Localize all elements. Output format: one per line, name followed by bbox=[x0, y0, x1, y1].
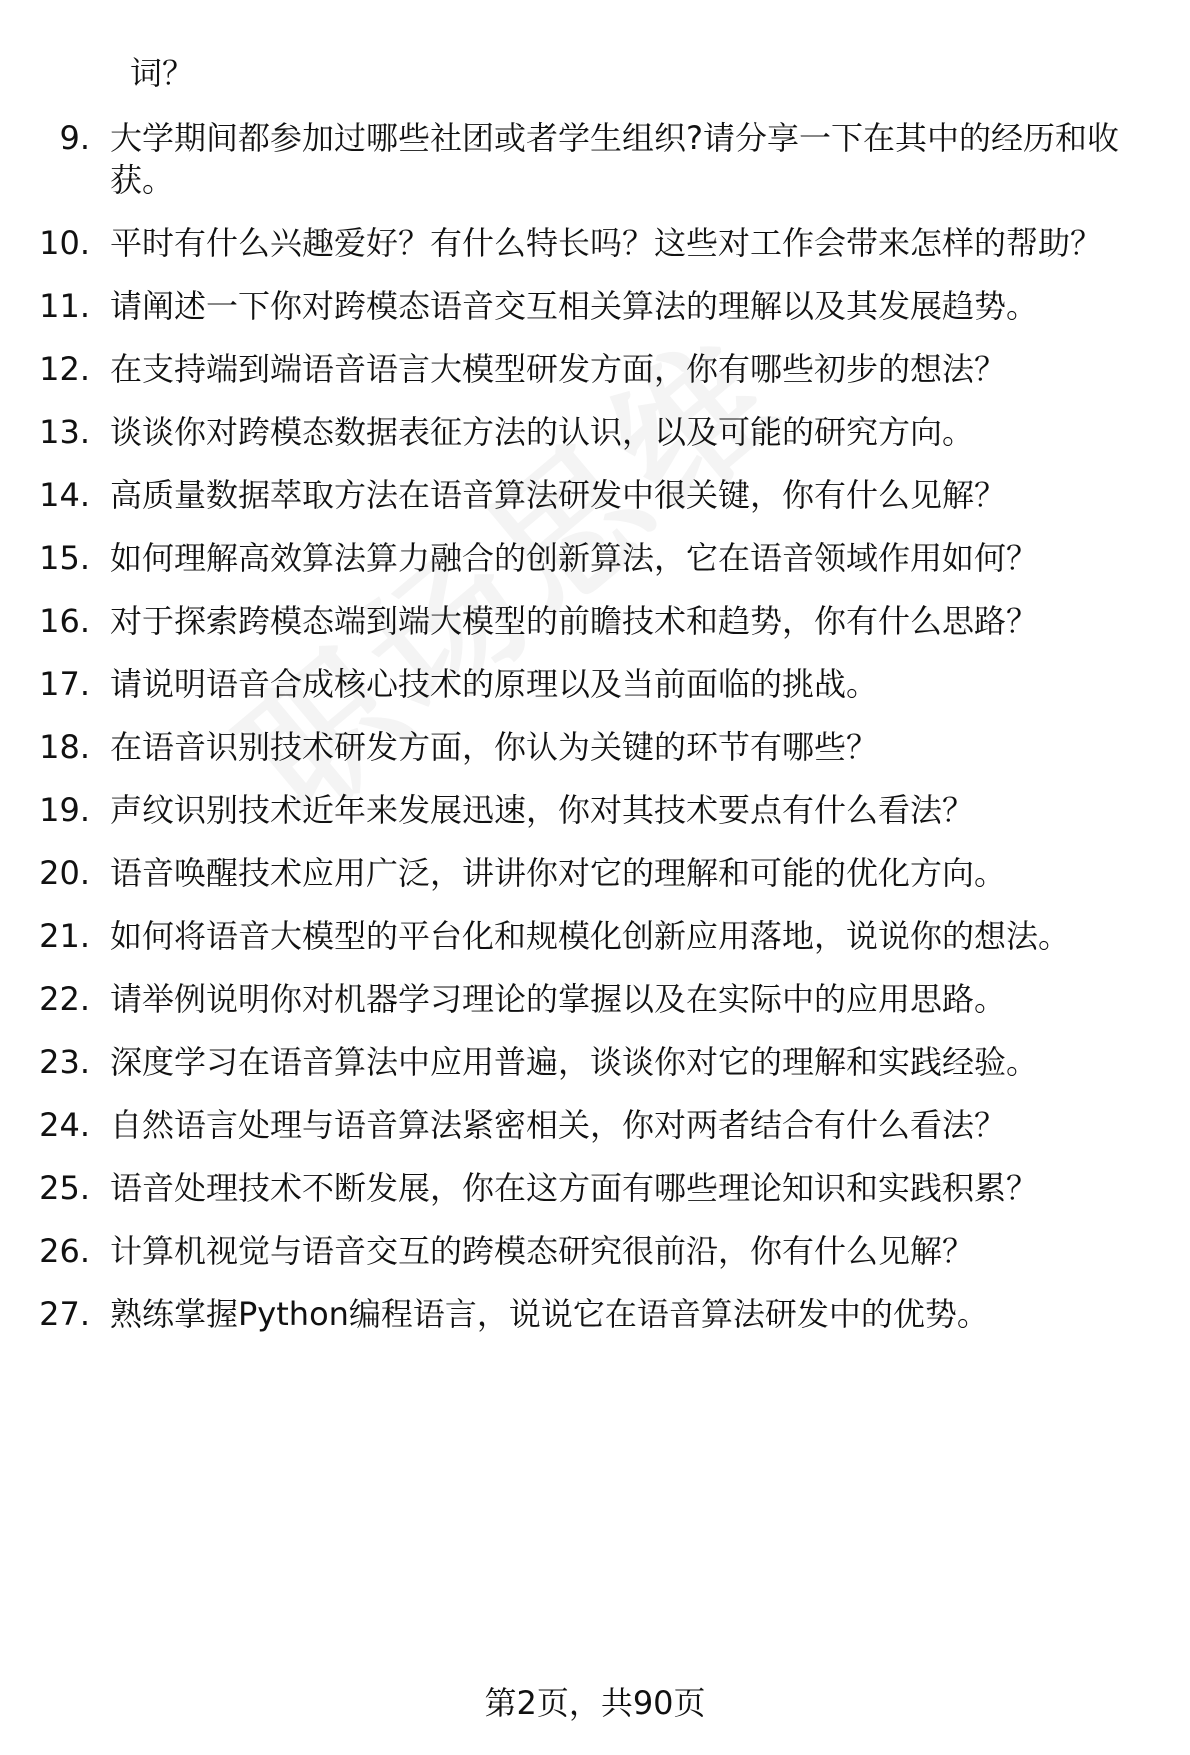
question-item bbox=[0, 348, 1190, 390]
question-text: 在支持端到端语音语言大模型研发方面，你有哪些初步的想法？ bbox=[110, 350, 1007, 388]
question-number: 16. bbox=[39, 602, 90, 640]
question-text: 对于探索跨模态端到端大模型的前瞻技术和趋势，你有什么思路？ bbox=[110, 602, 1039, 640]
question-item bbox=[0, 117, 1190, 201]
question-text: 计算机视觉与语音交互的跨模态研究很前沿，你有什么见解？ bbox=[110, 1232, 975, 1270]
question-item bbox=[0, 537, 1190, 579]
question-number: 23. bbox=[39, 1043, 90, 1081]
question-text: 自然语言处理与语音算法紧密相关，你对两者结合有什么看法？ bbox=[110, 1106, 1007, 1144]
question-item bbox=[0, 915, 1190, 957]
question-text: 请举例说明你对机器学习理论的掌握以及在实际中的应用思路。 bbox=[110, 980, 1007, 1018]
question-item bbox=[0, 1104, 1190, 1146]
continuation-text: 词？ bbox=[130, 54, 195, 92]
question-item bbox=[0, 474, 1190, 516]
question-number: 14. bbox=[39, 476, 90, 514]
question-text: 谈谈你对跨模态数据表征方法的认识，以及可能的研究方向。 bbox=[110, 413, 975, 451]
question-number: 10. bbox=[39, 224, 90, 262]
question-number: 13. bbox=[39, 413, 90, 451]
question-number: 12. bbox=[39, 350, 90, 388]
question-number: 15. bbox=[39, 539, 90, 577]
question-item bbox=[0, 726, 1190, 768]
question-number: 9. bbox=[59, 119, 90, 157]
question-text: 请说明语音合成核心技术的原理以及当前面临的挑战。 bbox=[110, 665, 879, 703]
page-footer: 第2页，共90页 bbox=[484, 1684, 706, 1722]
question-text: 语音唤醒技术应用广泛，讲讲你对它的理解和可能的优化方向。 bbox=[110, 854, 1007, 892]
question-number: 11. bbox=[39, 287, 90, 325]
question-number: 19. bbox=[39, 791, 90, 829]
question-item bbox=[0, 411, 1190, 453]
question-text: 请阐述一下你对跨模态语音交互相关算法的理解以及其发展趋势。 bbox=[110, 287, 1039, 325]
question-item bbox=[0, 1041, 1190, 1083]
question-number: 27. bbox=[39, 1295, 90, 1333]
question-text: 语音处理技术不断发展，你在这方面有哪些理论知识和实践积累？ bbox=[110, 1169, 1039, 1207]
question-item bbox=[0, 285, 1190, 327]
question-text: 高质量数据萃取方法在语音算法研发中很关键，你有什么见解？ bbox=[110, 476, 1007, 514]
question-number: 17. bbox=[39, 665, 90, 703]
question-text: 平时有什么兴趣爱好？有什么特长吗？这些对工作会带来怎样的帮助？ bbox=[110, 224, 1103, 262]
question-item bbox=[0, 1230, 1190, 1272]
question-number: 20. bbox=[39, 854, 90, 892]
question-text: 大学期间都参加过哪些社团或者学生组织?请分享一下在其中的经历和收获。 bbox=[110, 119, 1119, 199]
question-text: 在语音识别技术研发方面，你认为关键的环节有哪些？ bbox=[110, 728, 879, 766]
question-item bbox=[0, 222, 1190, 264]
question-item bbox=[0, 663, 1190, 705]
question-item bbox=[0, 789, 1190, 831]
question-text: 如何将语音大模型的平台化和规模化创新应用落地，说说你的想法。 bbox=[110, 917, 1071, 955]
question-number: 25. bbox=[39, 1169, 90, 1207]
question-text: 熟练掌握Python编程语言，说说它在语音算法研发中的优势。 bbox=[110, 1295, 989, 1333]
question-text: 声纹识别技术近年来发展迅速，你对其技术要点有什么看法？ bbox=[110, 791, 975, 829]
question-text: 如何理解高效算法算力融合的创新算法，它在语音领域作用如何？ bbox=[110, 539, 1039, 577]
question-item bbox=[0, 978, 1190, 1020]
question-number: 18. bbox=[39, 728, 90, 766]
question-item bbox=[0, 1167, 1190, 1209]
question-number: 22. bbox=[39, 980, 90, 1018]
question-item bbox=[0, 1293, 1190, 1335]
question-item bbox=[0, 600, 1190, 642]
question-text: 深度学习在语音算法中应用普遍，谈谈你对它的理解和实践经验。 bbox=[110, 1043, 1039, 1081]
question-number: 21. bbox=[39, 917, 90, 955]
question-number: 26. bbox=[39, 1232, 90, 1270]
question-list bbox=[0, 117, 1190, 1356]
question-item bbox=[0, 852, 1190, 894]
question-number: 24. bbox=[39, 1106, 90, 1144]
